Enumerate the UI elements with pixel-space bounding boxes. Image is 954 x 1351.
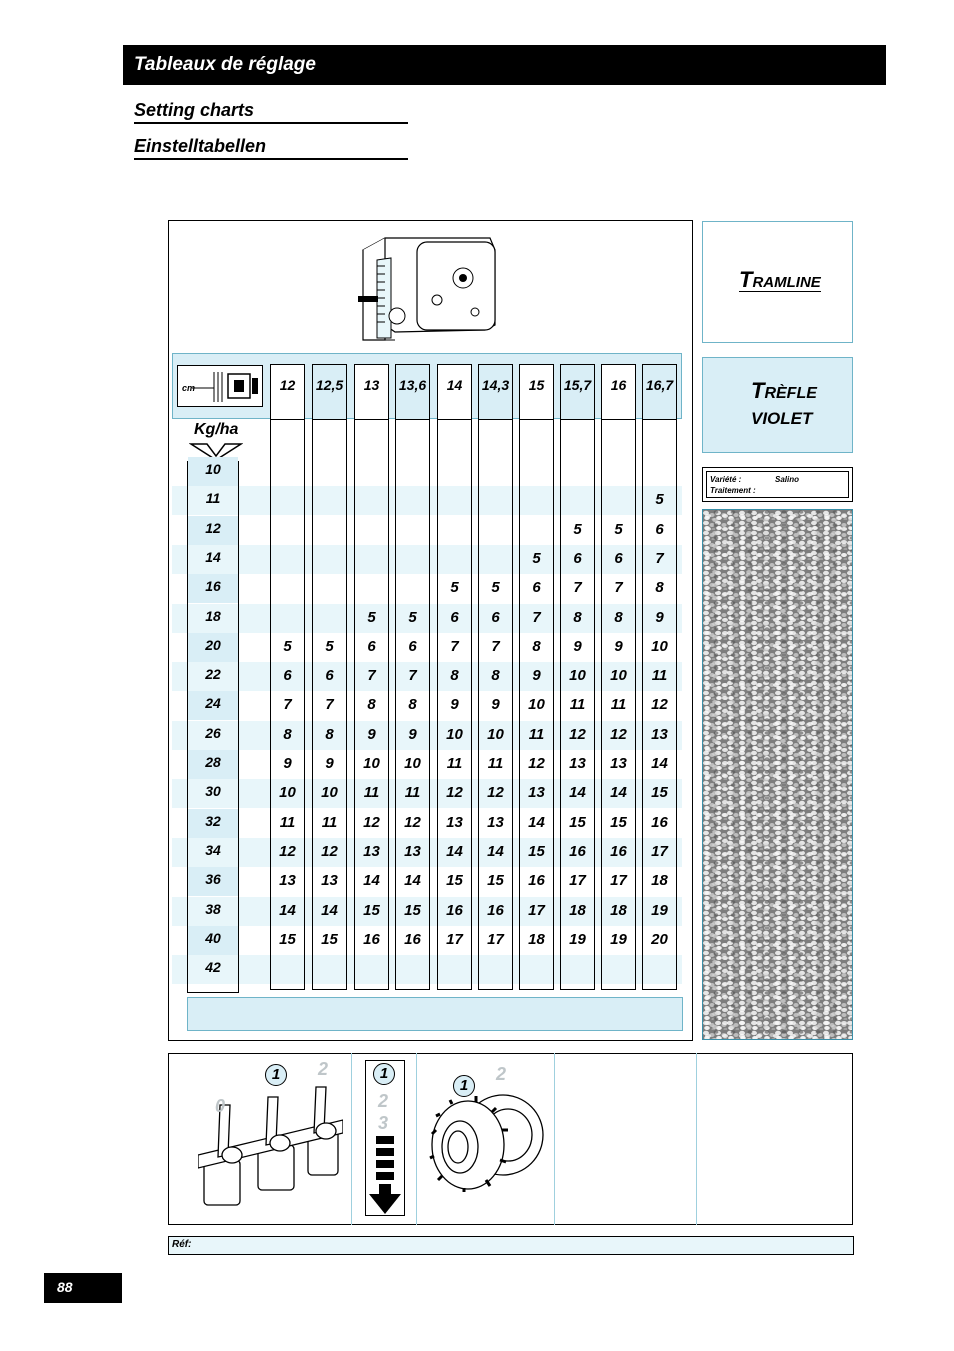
table-cell: 14 [610, 784, 627, 801]
column-header-label: 14,3 [481, 377, 510, 393]
table-cell: 9 [408, 726, 417, 743]
rate-value: 28 [205, 754, 221, 770]
table-cell: 7 [408, 667, 417, 684]
subtitle-german: Einstelltabellen [134, 136, 408, 160]
table-cell: 15 [528, 843, 545, 860]
table-cell: 9 [283, 755, 292, 772]
gear-level-arrow-icon [367, 1136, 403, 1216]
rate-value: 40 [205, 930, 221, 946]
table-cell: 15 [363, 902, 380, 919]
table-cell: 16 [528, 872, 545, 889]
table-cell: 10 [363, 755, 380, 772]
table-cell: 9 [532, 667, 541, 684]
table-cell: 12 [321, 843, 338, 860]
table-cell: 7 [367, 667, 376, 684]
rate-value: 11 [205, 490, 221, 506]
table-cell: 5 [573, 521, 582, 538]
table-cell: 16 [446, 902, 463, 919]
table-cell: 6 [367, 638, 376, 655]
table-cell: 8 [367, 696, 376, 713]
table-cell: 16 [569, 843, 586, 860]
table-cell: 9 [573, 638, 582, 655]
table-cell: 14 [487, 843, 504, 860]
table-cell: 14 [528, 814, 545, 831]
page-number-box [44, 1273, 122, 1303]
column-header [642, 364, 677, 420]
table-cell: 15 [321, 931, 338, 948]
rate-value: 34 [205, 842, 221, 858]
column-header-label: 14 [446, 377, 463, 393]
row-spacing-icon [177, 365, 263, 407]
tramline-rest: RAMLINE [752, 274, 821, 291]
table-cell: 12 [279, 843, 296, 860]
table-cell: 6 [450, 609, 459, 626]
treatment-label: Traitement : [710, 486, 756, 495]
column-header-label: 15,7 [563, 377, 592, 393]
table-cell: 18 [651, 872, 668, 889]
table-cell: 12 [528, 755, 545, 772]
table-cell: 14 [569, 784, 586, 801]
wheel-selected-badge [453, 1075, 475, 1097]
table-cell: 12 [363, 814, 380, 831]
table-cell: 9 [655, 609, 664, 626]
table-cell: 9 [325, 755, 334, 772]
table-cell: 5 [367, 609, 376, 626]
table-cell: 13 [569, 755, 586, 772]
divider [696, 1053, 697, 1225]
table-cell: 8 [614, 609, 623, 626]
tramline-box [702, 221, 853, 343]
table-cell: 7 [532, 609, 541, 626]
table-cell: 10 [487, 726, 504, 743]
table-cell: 11 [487, 755, 504, 772]
column-header [478, 364, 513, 420]
table-cell: 8 [408, 696, 417, 713]
table-cell: 11 [321, 814, 338, 831]
table-cell: 17 [446, 931, 463, 948]
table-cell: 11 [528, 726, 545, 743]
table-cell: 12 [446, 784, 463, 801]
table-cell: 12 [404, 814, 421, 831]
table-cell: 14 [321, 902, 338, 919]
column-header-label: 12 [279, 377, 296, 393]
gear-option-3: 3 [378, 1113, 389, 1133]
table-cell: 11 [446, 755, 463, 772]
title-bar [123, 45, 886, 85]
table-cell: 16 [487, 902, 504, 919]
table-cell: 8 [450, 667, 459, 684]
table-cell: 13 [487, 814, 504, 831]
column-header-label: 15 [528, 377, 545, 393]
table-cell: 11 [651, 667, 668, 684]
table-cell: 12 [610, 726, 627, 743]
table-cell: 8 [283, 726, 292, 743]
table-cell: 7 [450, 638, 459, 655]
table-cell: 5 [450, 579, 459, 596]
table-cell: 13 [651, 726, 668, 743]
table-cell: 10 [279, 784, 296, 801]
table-cell: 11 [404, 784, 421, 801]
table-cell: 12 [569, 726, 586, 743]
table-cell: 7 [573, 579, 582, 596]
table-cell: 6 [655, 521, 664, 538]
rate-value: 38 [205, 901, 221, 917]
table-cell: 5 [408, 609, 417, 626]
column-header-label: 13,6 [398, 377, 427, 393]
rate-column-border [187, 461, 239, 993]
table-cell: 6 [408, 638, 417, 655]
table-cell: 10 [651, 638, 668, 655]
table-cell: 15 [487, 872, 504, 889]
table-cell: 14 [446, 843, 463, 860]
table-cell: 16 [363, 931, 380, 948]
table-cell: 14 [363, 872, 380, 889]
table-cell: 5 [655, 491, 664, 508]
rate-value: 10 [205, 461, 221, 477]
crop-rest: RÈFLE [764, 385, 817, 402]
table-cell: 12 [487, 784, 504, 801]
table-cell: 16 [651, 814, 668, 831]
table-cell: 15 [651, 784, 668, 801]
table-cell: 6 [614, 550, 623, 567]
table-cell: 7 [655, 550, 664, 567]
crop-box [702, 357, 853, 453]
table-cell: 13 [279, 872, 296, 889]
gear-option-2: 2 [378, 1091, 389, 1111]
table-cell: 13 [321, 872, 338, 889]
table-cell: 15 [569, 814, 586, 831]
hopper-illustration [355, 230, 505, 350]
column-header [312, 364, 347, 420]
column-header [354, 364, 389, 420]
table-cell: 17 [487, 931, 504, 948]
table-cell: 16 [404, 931, 421, 948]
subtitle-english: Setting charts [134, 100, 408, 124]
table-cell: 15 [279, 931, 296, 948]
table-cell: 6 [573, 550, 582, 567]
table-cell: 19 [651, 902, 668, 919]
variety-box [702, 467, 853, 502]
column-header-label: 16 [610, 377, 627, 393]
column-header-label: 16,7 [645, 377, 674, 393]
crop-line2: VIOLET [751, 409, 813, 428]
flap-selected-badge [265, 1064, 287, 1086]
table-cell: 8 [532, 638, 541, 655]
table-cell: 10 [569, 667, 586, 684]
table-cell: 5 [491, 579, 500, 596]
cm-label: cm [182, 383, 196, 393]
table-cell: 13 [404, 843, 421, 860]
table-cell: 12 [651, 696, 668, 713]
table-cell: 11 [279, 814, 296, 831]
table-cell: 17 [651, 843, 668, 860]
flap-option-other: 2 [318, 1059, 329, 1079]
tramline-cap: T [739, 267, 753, 292]
seed-photo [702, 509, 853, 1040]
table-cell: 19 [569, 931, 586, 948]
table-cell: 13 [446, 814, 463, 831]
gear-selected-value: 1 [379, 1065, 389, 1082]
column-header [270, 364, 305, 420]
crop-cap: T [751, 378, 765, 403]
table-cell: 18 [569, 902, 586, 919]
column-header [601, 364, 636, 420]
rate-value: 32 [205, 813, 221, 829]
table-cell: 19 [610, 931, 627, 948]
table-cell: 11 [363, 784, 380, 801]
table-cell: 6 [325, 667, 334, 684]
wheel-selected-value: 1 [459, 1077, 469, 1094]
unit-label: Kg/ha [194, 421, 239, 438]
table-cell: 7 [614, 579, 623, 596]
rate-value: 12 [205, 520, 221, 536]
table-cell: 18 [528, 931, 545, 948]
rate-value: 16 [205, 578, 221, 594]
table-cell: 13 [363, 843, 380, 860]
rate-value: 18 [205, 608, 221, 624]
table-cell: 17 [569, 872, 586, 889]
table-cell: 15 [404, 902, 421, 919]
rate-value: 30 [205, 783, 221, 799]
table-cell: 11 [610, 696, 627, 713]
rate-value: 14 [205, 549, 221, 565]
rate-value: 36 [205, 871, 221, 887]
table-cell: 13 [610, 755, 627, 772]
table-cell: 20 [651, 931, 668, 948]
column-header [560, 364, 595, 420]
table-cell: 6 [491, 609, 500, 626]
table-cell: 17 [610, 872, 627, 889]
table-cell: 7 [283, 696, 292, 713]
variety-label: Variété : [710, 475, 742, 484]
rate-value: 22 [205, 666, 221, 682]
table-cell: 10 [610, 667, 627, 684]
column-header [437, 364, 472, 420]
flap-option-zero: 0 [215, 1096, 226, 1116]
table-cell: 7 [491, 638, 500, 655]
table-cell: 5 [325, 638, 334, 655]
table-cell: 8 [573, 609, 582, 626]
column-header [395, 364, 430, 420]
rate-value: 20 [205, 637, 221, 653]
table-cell: 8 [491, 667, 500, 684]
wheel-option-other: 2 [496, 1064, 507, 1084]
table-cell: 9 [614, 638, 623, 655]
gear-selected-badge [373, 1063, 395, 1085]
divider [351, 1053, 352, 1225]
table-cell: 10 [404, 755, 421, 772]
table-cell: 5 [614, 521, 623, 538]
flap-selected-value: 1 [271, 1066, 281, 1083]
table-cell: 9 [491, 696, 500, 713]
column-header-label: 12,5 [315, 377, 344, 393]
rate-value: 26 [205, 725, 221, 741]
table-cell: 18 [610, 902, 627, 919]
table-cell: 13 [528, 784, 545, 801]
table-cell: 10 [321, 784, 338, 801]
table-footer-band [187, 997, 683, 1031]
table-cell: 9 [367, 726, 376, 743]
table-cell: 8 [325, 726, 334, 743]
variety-value: Salino [775, 475, 800, 484]
table-cell: 11 [569, 696, 586, 713]
page-number: 88 [57, 1279, 73, 1295]
column-header [519, 364, 554, 420]
ref-label: Réf: [172, 1239, 192, 1250]
table-cell: 15 [446, 872, 463, 889]
table-cell: 14 [404, 872, 421, 889]
table-cell: 14 [651, 755, 668, 772]
table-cell: 9 [450, 696, 459, 713]
table-cell: 14 [279, 902, 296, 919]
table-cell: 10 [528, 696, 545, 713]
divider [416, 1053, 417, 1225]
wheel-illustration [428, 1090, 552, 1194]
table-cell: 6 [532, 579, 541, 596]
reference-field [168, 1236, 854, 1255]
rate-value: 42 [205, 959, 221, 975]
table-cell: 15 [610, 814, 627, 831]
rate-value: 24 [205, 695, 221, 711]
table-cell: 5 [283, 638, 292, 655]
table-cell: 7 [325, 696, 334, 713]
table-cell: 6 [283, 667, 292, 684]
table-cell: 5 [532, 550, 541, 567]
page-title: Tableaux de réglage [134, 54, 316, 75]
column-header-label: 13 [363, 377, 380, 393]
table-cell: 8 [655, 579, 664, 596]
table-cell: 10 [446, 726, 463, 743]
table-cell: 17 [528, 902, 545, 919]
table-cell: 16 [610, 843, 627, 860]
divider [554, 1053, 555, 1225]
